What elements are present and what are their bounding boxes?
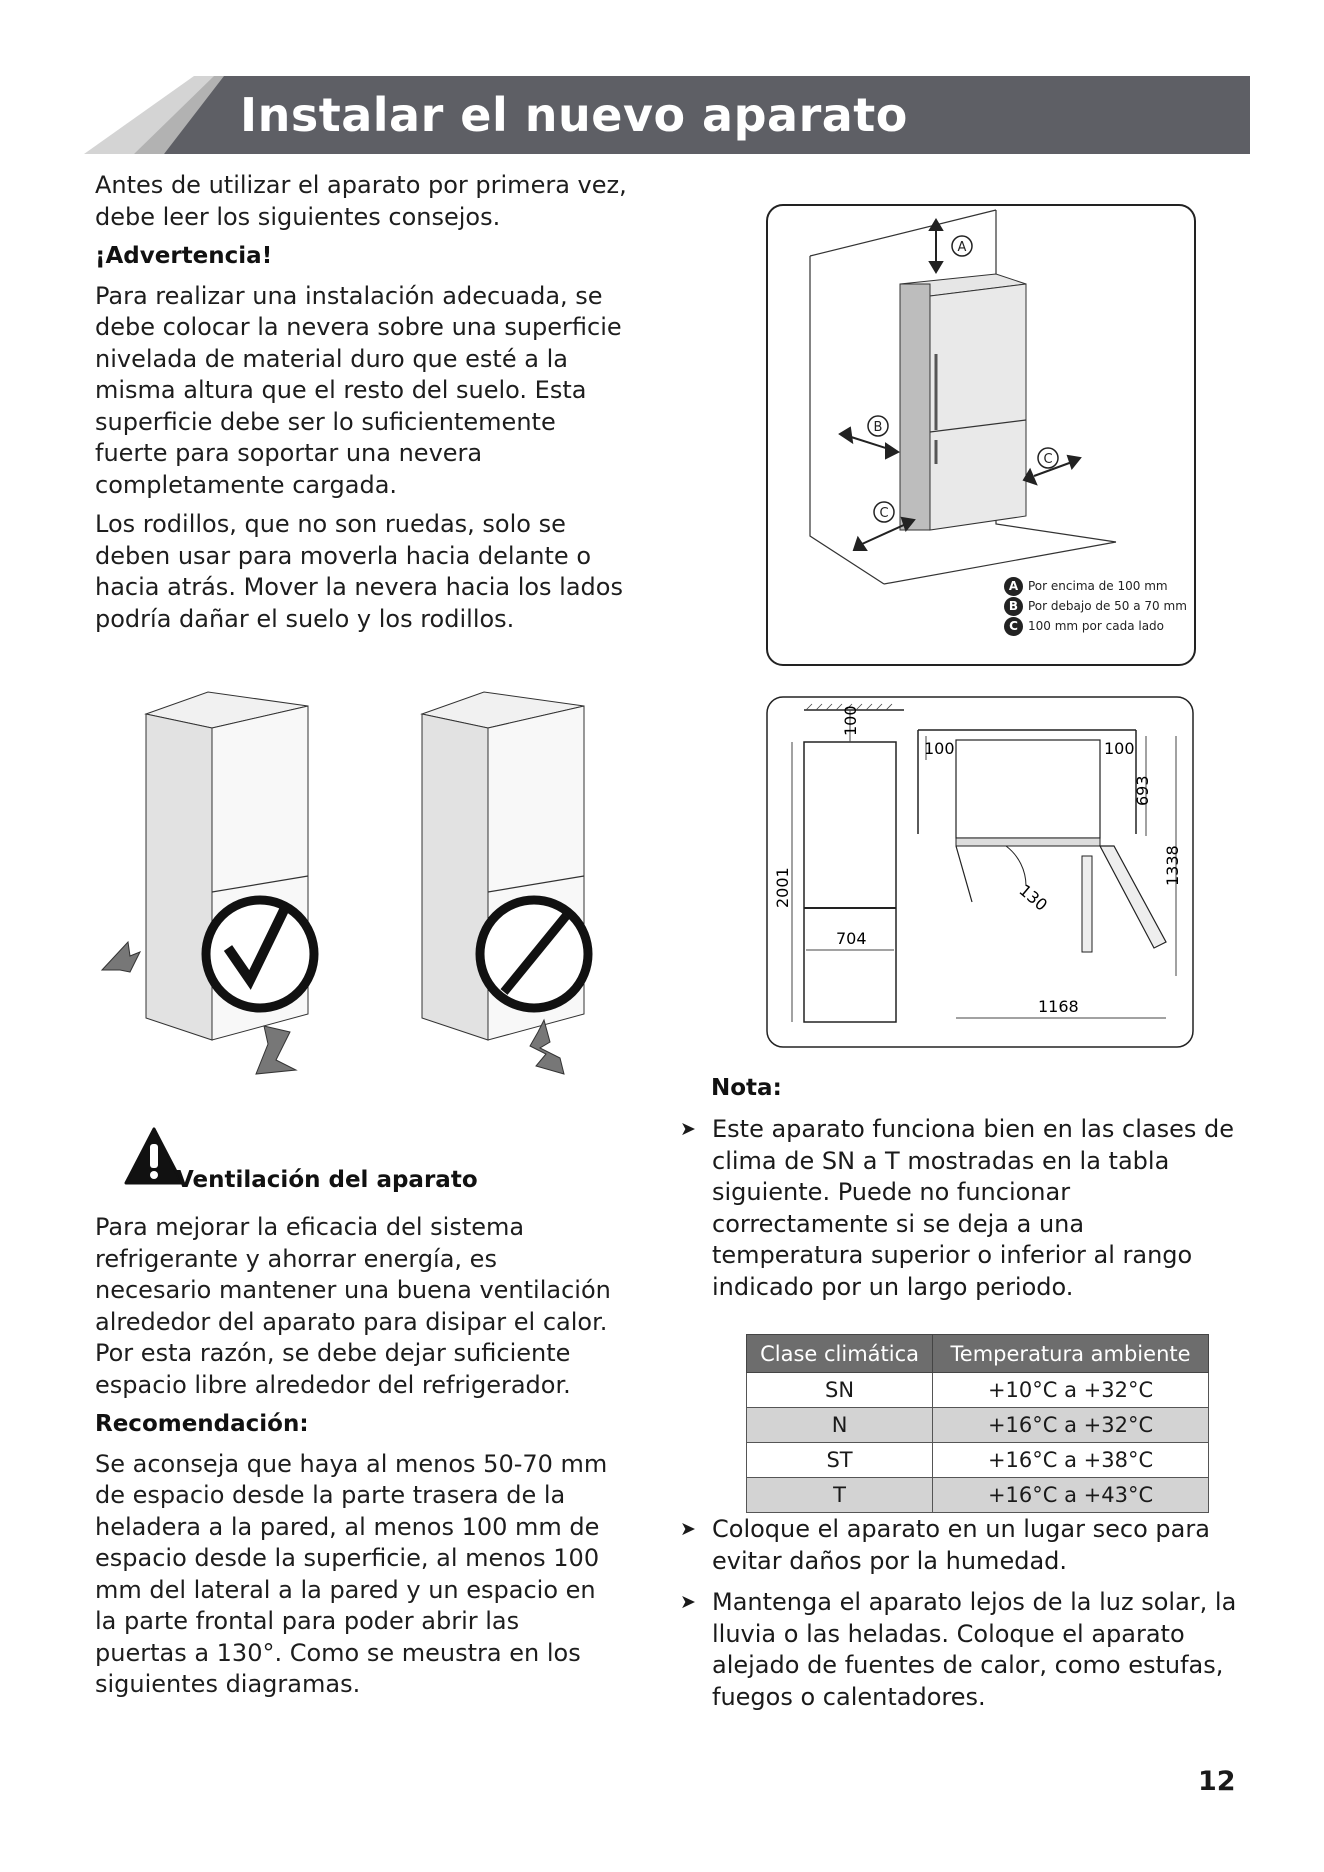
dim-total-width: 1168 [1038, 997, 1079, 1016]
list-item [680, 1587, 1240, 1713]
dim-width: 704 [836, 929, 867, 948]
list-item [680, 1514, 1240, 1577]
header-banner [0, 0, 1324, 170]
note-heading: Nota: [711, 1075, 782, 1101]
badge-b: B [873, 420, 883, 435]
caption-text-a: Por encima de 100 mm [1028, 579, 1168, 593]
caption-row [1004, 596, 1194, 616]
table-cell: +16°C a +43°C [933, 1478, 1209, 1513]
dim-depth: 693 [1133, 775, 1152, 806]
table-header-class: Clase climática [747, 1335, 933, 1373]
arrow-bullet-icon: ➤ [680, 1118, 696, 1140]
movement-figure [100, 680, 600, 1090]
warning-text: Para realizar una instalación adecuada, se debe colocar la nevera sobre una superficie nivelada de material duro que esté a la misma altura que el resto del suelo. Esta superficie debe ser lo suficientemente fuerte para soportar una nevera completamente cargada. [95, 281, 622, 499]
ventilation-section [95, 1212, 615, 1709]
exclamation-triangle-icon [124, 1126, 184, 1186]
fridge-icon [100, 680, 600, 1090]
ventilation-heading: Ventilación del aparato [176, 1167, 478, 1193]
note-list-continued [680, 1514, 1240, 1723]
page-number: 12 [1198, 1766, 1236, 1797]
note-item-text: Este aparato funciona bien en las clases de clima de SN a T mostradas en la tabla siguiente. Puede no funcionar correctamente si se deja a una temperatura superior o inferior al rango indicado por un largo periodo. [712, 1115, 1234, 1301]
intro-text: Antes de utilizar el aparato por primera vez, debe leer los siguientes consejos. [95, 171, 627, 231]
table-row [747, 1408, 1209, 1443]
table-row [747, 1443, 1209, 1478]
header-banner-graphic [0, 0, 1324, 170]
caption-badge-a: A [1004, 577, 1023, 596]
dim-right-gap: 100 [1104, 739, 1135, 758]
table-header-temperature: Temperatura ambiente [933, 1335, 1209, 1373]
arrow-bullet-icon: ➤ [680, 1518, 696, 1540]
badge-c-left: C [879, 506, 889, 521]
note-item-text: Coloque el aparato en un lugar seco para evitar daños por la humedad. [712, 1515, 1210, 1575]
recommendation-heading: Recomendación: [95, 1411, 309, 1437]
clearance-diagram [766, 204, 1196, 666]
page-title: Instalar el nuevo aparato [240, 88, 908, 142]
rollers-text: Los rodillos, que no son ruedas, solo se deben usar para moverla hacia delante o hacia atrás. Mover la nevera hacia los lados podría dañar el suelo y los rodillos. [95, 510, 623, 633]
dimension-diagram [766, 696, 1194, 1048]
arrow-bullet-icon: ➤ [680, 1591, 696, 1613]
note-item-text: Mantenga el aparato lejos de la luz solar, la lluvia o las heladas. Coloque el aparato alejado de fuentes de calor, como estufas, fuegos o calentadores. [712, 1588, 1237, 1711]
recommendation-text: Se aconseja que haya al menos 50-70 mm de espacio desde la parte trasera de la heladera a la pared, al menos 100 mm de espacio desde la superficie, al menos 100 mm del lateral a la pared y un espacio en la parte frontal para poder abrir las puertas a 130°. Como se meustra en los siguientes diagramas. [95, 1449, 608, 1698]
table-cell: N [747, 1408, 933, 1443]
check-mark-icon [206, 900, 314, 1008]
table-cell: +16°C a +32°C [933, 1408, 1209, 1443]
badge-a: A [957, 240, 967, 255]
dim-height: 2001 [773, 867, 792, 908]
list-item [680, 1114, 1240, 1303]
caption-text-b: Por debajo de 50 a 70 mm [1028, 599, 1187, 613]
table-row [747, 1478, 1209, 1513]
dim-top: 100 [841, 705, 860, 736]
caption-badge-c: C [1004, 617, 1023, 636]
table-cell: +16°C a +38°C [933, 1443, 1209, 1478]
prohibited-icon [480, 900, 588, 1008]
table-cell: SN [747, 1373, 933, 1408]
table-cell: +10°C a +32°C [933, 1373, 1209, 1408]
caption-text-c: 100 mm por cada lado [1028, 619, 1165, 633]
fridge-icon [900, 274, 1026, 530]
caption-badge-b: B [1004, 597, 1023, 616]
dim-left-gap: 100 [924, 739, 955, 758]
climate-table [746, 1334, 1209, 1513]
dim-angle: 130 [1015, 880, 1052, 915]
intro-section [95, 170, 635, 643]
dim-door-depth: 1338 [1163, 845, 1182, 886]
clearance-captions [1004, 576, 1194, 636]
caption-row [1004, 576, 1194, 596]
note-list [680, 1114, 1240, 1313]
caption-row [1004, 616, 1194, 636]
table-row [747, 1373, 1209, 1408]
ventilation-text: Para mejorar la eficacia del sistema refrigerante y ahorrar energía, es necesario mantener una buena ventilación alrededor del aparato para disipar el calor. Por esta razón, se debe dejar suficiente espacio libre alrededor del refrigerador. [95, 1213, 611, 1399]
dimension-diagram-graphic [766, 696, 1194, 1048]
badge-c-right: C [1043, 452, 1053, 467]
table-cell: ST [747, 1443, 933, 1478]
table-cell: T [747, 1478, 933, 1513]
warning-heading: ¡Advertencia! [95, 243, 273, 269]
